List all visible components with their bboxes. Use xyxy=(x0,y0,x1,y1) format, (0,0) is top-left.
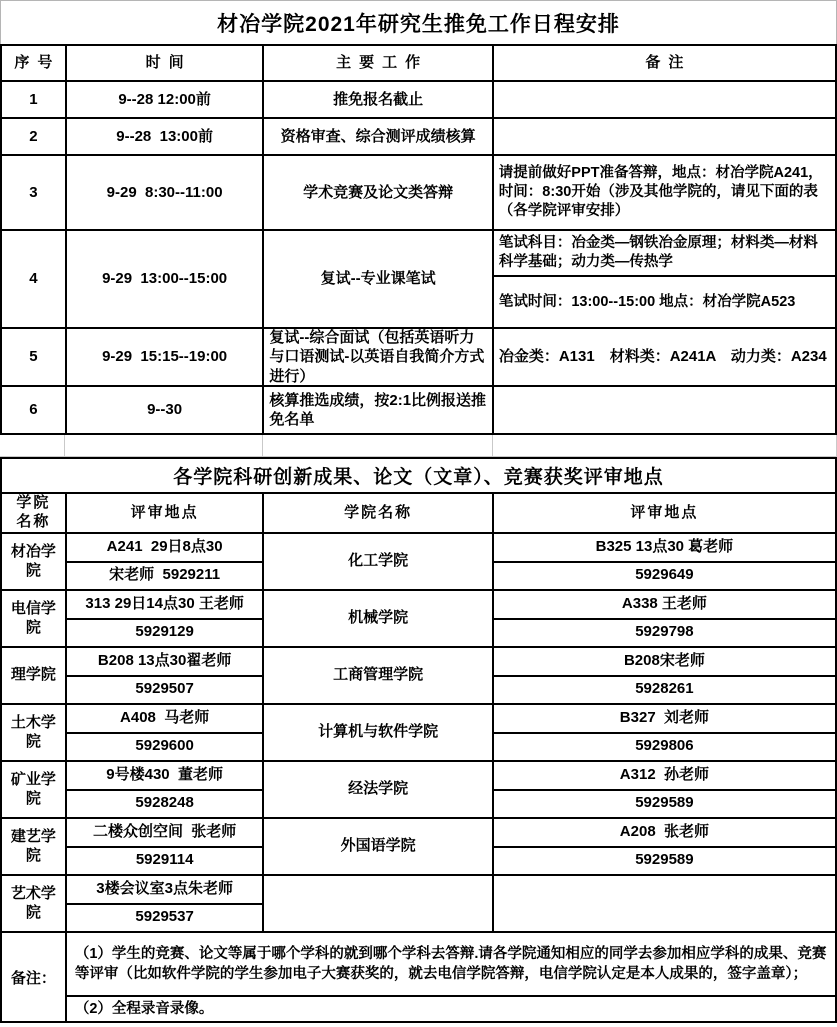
college-name-cell: 电信学院 xyxy=(2,591,67,648)
col-header-college-right: 学院名称 xyxy=(264,494,493,534)
work-cell: 复试--专业课笔试 xyxy=(264,231,493,329)
venue-pair-cell xyxy=(494,819,837,876)
college-name-cell: 外国语学院 xyxy=(264,819,493,876)
col-header-place-right: 评审地点 xyxy=(494,494,837,534)
remark-cell: 冶金类：A131 材料类：A241A 动力类：A234 xyxy=(494,329,837,387)
time-cell: 9--28 13:00前 xyxy=(67,119,265,156)
separator-cell xyxy=(65,435,263,457)
phone-cell: 5929537 xyxy=(135,908,194,926)
venue-block xyxy=(2,648,837,705)
phone-cell: 5929798 xyxy=(635,623,694,641)
col-header-place-left: 评审地点 xyxy=(67,494,265,534)
venue-pair-cell xyxy=(494,762,837,819)
venue-block xyxy=(2,705,837,762)
phone-cell: 5929600 xyxy=(135,737,194,755)
venue-pair-cell xyxy=(67,876,265,933)
venue-block xyxy=(2,819,837,876)
work-cell: 核算推选成绩，按2:1比例报送推免名单 xyxy=(264,387,493,435)
venue-cell: B208 13点30翟老师 xyxy=(67,648,263,677)
venues-table xyxy=(0,492,837,933)
remark-cell xyxy=(494,119,837,156)
venue-cell: A408 马老师 xyxy=(67,705,263,734)
schedule-title: 材冶学院2021年研究生推免工作日程安排 xyxy=(0,0,837,44)
phone-cell: 5929649 xyxy=(635,566,694,584)
empty-venue-cell xyxy=(494,876,837,933)
notes-section xyxy=(0,933,837,1023)
phone-cell: 5929589 xyxy=(635,851,694,869)
college-name-cell: 理学院 xyxy=(2,648,67,705)
remark-subcell-subjects: 笔试科目：冶金类—钢铁冶金原理；材料类—材料科学基础；动力类—传热学 xyxy=(494,231,835,277)
col-header-seq: 序号 xyxy=(2,46,67,82)
work-cell: 资格审查、综合测评成绩核算 xyxy=(264,119,493,156)
col-header-remark: 备注 xyxy=(494,46,837,82)
venue-pair-cell xyxy=(67,705,265,762)
separator-row xyxy=(0,435,837,457)
schedule-header-row xyxy=(2,46,837,82)
college-name-cell: 材冶学院 xyxy=(2,534,67,591)
work-cell: 复试--综合面试（包括英语听力与口语测试-以英语自我简介方式进行） xyxy=(264,329,493,387)
venue-block xyxy=(2,876,837,933)
time-cell: 9--28 12:00前 xyxy=(67,82,265,119)
venue-cell: 9号楼430 董老师 xyxy=(67,762,263,791)
notes-body xyxy=(67,933,837,1023)
phone-cell: 5929589 xyxy=(635,794,694,812)
time-cell: 9-29 13:00--15:00 xyxy=(67,231,265,329)
venue-cell: A241 29日8点30 xyxy=(67,534,263,563)
separator-cell xyxy=(0,435,65,457)
college-name-cell: 经法学院 xyxy=(264,762,493,819)
venue-cell: A312 孙老师 xyxy=(494,762,835,791)
venue-cell: 313 29日14点30 王老师 xyxy=(67,591,263,620)
remark-cell xyxy=(494,387,837,435)
work-cell: 推免报名截止 xyxy=(264,82,493,119)
venues-header-row xyxy=(2,494,837,534)
college-name-cell: 艺术学院 xyxy=(2,876,67,933)
seq-cell: 5 xyxy=(2,329,67,387)
college-name-cell: 机械学院 xyxy=(264,591,493,648)
seq-cell: 4 xyxy=(2,231,67,329)
schedule-row xyxy=(2,82,837,119)
college-name-cell: 化工学院 xyxy=(264,534,493,591)
phone-cell: 5929806 xyxy=(635,737,694,755)
note-1: （1）学生的竞赛、论文等属于哪个学科的就到哪个学科去答辩.请各学院通知相应的同学去参加相应学科的成果、竞赛等评审（比如软件学院的学生参加电子大赛获奖的，就去电信学院答辩，电信学院认定是本人成果的，签字盖章）； xyxy=(67,933,837,997)
work-cell: 学术竞赛及论文类答辩 xyxy=(264,156,493,231)
notes-label: 备注： xyxy=(2,933,67,1023)
separator-cell xyxy=(263,435,493,457)
venue-block xyxy=(2,591,837,648)
venue-pair-cell xyxy=(67,819,265,876)
venue-pair-cell xyxy=(494,534,837,591)
venue-pair-cell xyxy=(67,648,265,705)
remark-subcell-time: 笔试时间：13:00--15:00 地点：材冶学院A523 xyxy=(498,293,796,310)
venue-pair-cell xyxy=(67,591,265,648)
phone-cell: 5929114 xyxy=(135,851,194,869)
venue-cell: B327 刘老师 xyxy=(494,705,835,734)
schedule-row xyxy=(2,119,837,156)
venue-pair-cell xyxy=(494,705,837,762)
schedule-table xyxy=(0,44,837,435)
time-cell: 9--30 xyxy=(67,387,265,435)
venue-cell: B208宋老师 xyxy=(494,648,835,677)
venue-pair-cell xyxy=(67,534,265,591)
college-name-cell: 工商管理学院 xyxy=(264,648,493,705)
note-2: （2）全程录音录像。 xyxy=(67,997,837,1023)
remark-cell-split xyxy=(494,231,837,329)
seq-cell: 1 xyxy=(2,82,67,119)
venues-title: 各学院科研创新成果、论文（文章）、竞赛获奖评审地点 xyxy=(0,457,837,492)
college-name-cell: 建艺学院 xyxy=(2,819,67,876)
schedule-row xyxy=(2,156,837,231)
phone-cell: 5929507 xyxy=(135,680,194,698)
col-header-college-left: 学院名称 xyxy=(2,494,67,534)
college-name-cell xyxy=(264,876,493,933)
college-name-cell: 矿业学院 xyxy=(2,762,67,819)
seq-cell: 3 xyxy=(2,156,67,231)
venue-pair-cell xyxy=(67,762,265,819)
venue-block xyxy=(2,534,837,591)
venue-cell: A338 王老师 xyxy=(494,591,835,620)
schedule-row xyxy=(2,231,837,329)
remark-cell xyxy=(494,82,837,119)
venue-cell: B325 13点30 葛老师 xyxy=(494,534,835,563)
venue-block xyxy=(2,762,837,819)
schedule-row xyxy=(2,329,837,387)
phone-cell: 5928248 xyxy=(135,794,194,812)
venue-pair-cell xyxy=(494,648,837,705)
separator-cell xyxy=(493,435,837,457)
venue-cell: 3楼会议室3点朱老师 xyxy=(67,876,263,905)
college-name-cell: 土木学院 xyxy=(2,705,67,762)
time-cell: 9-29 8:30--11:00 xyxy=(67,156,265,231)
col-header-time: 时间 xyxy=(67,46,265,82)
phone-cell: 5929129 xyxy=(135,623,194,641)
col-header-work: 主要工作 xyxy=(264,46,493,82)
schedule-row xyxy=(2,387,837,435)
phone-cell: 宋老师 5929211 xyxy=(109,566,221,584)
seq-cell: 6 xyxy=(2,387,67,435)
venue-cell: 二楼众创空间 张老师 xyxy=(67,819,263,848)
remark-cell: 请提前做好PPT准备答辩，地点：材冶学院A241，时间：8:30开始（涉及其他学院的，请见下面的表（各学院评审安排） xyxy=(494,156,837,231)
seq-cell: 2 xyxy=(2,119,67,156)
phone-cell: 5928261 xyxy=(635,680,694,698)
venue-cell: A208 张老师 xyxy=(494,819,835,848)
venue-pair-cell xyxy=(494,591,837,648)
college-name-cell: 计算机与软件学院 xyxy=(264,705,493,762)
time-cell: 9-29 15:15--19:00 xyxy=(67,329,265,387)
